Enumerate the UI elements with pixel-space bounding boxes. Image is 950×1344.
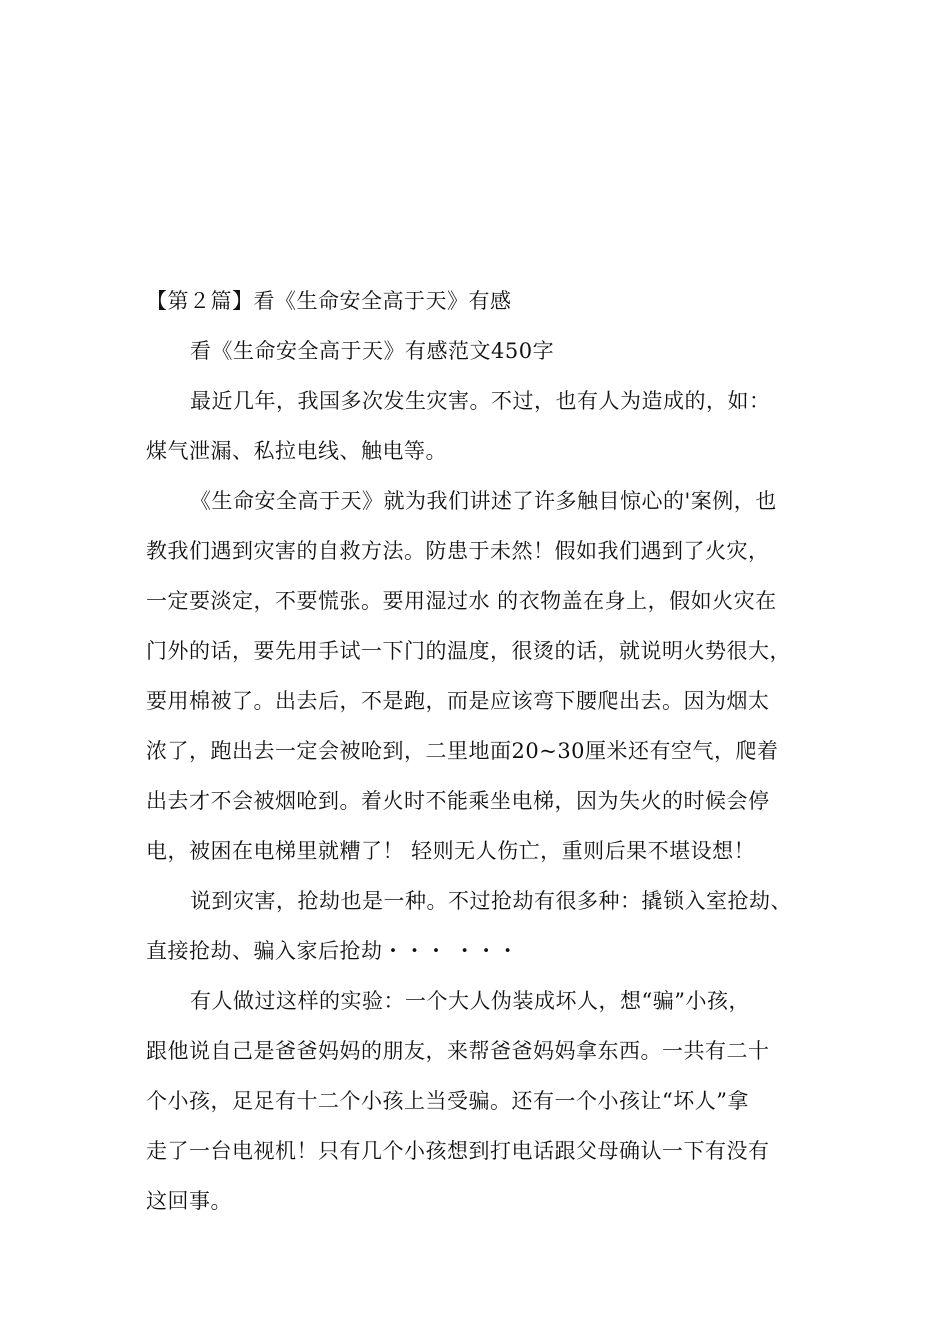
paragraph-line: 走了一台电视机！只有几个小孩想到打电话跟父母确认一下有没有	[146, 1139, 770, 1163]
paragraph-line: 最近几年，我国多次发生灾害。不过，也有人为造成的，如：	[190, 389, 771, 413]
paragraph-line: 电，被困在电梯里就糟了！ 轻则无人伤亡，重则后果不堪设想！	[146, 839, 756, 863]
paragraph-line: 一定要淡定，不要慌张。要用湿过水 的衣物盖在身上，假如火灾在	[146, 589, 777, 613]
paragraph-line: 有人做过这样的实验：一个大人伪装成坏人，想“骗”小孩，	[190, 989, 750, 1013]
paragraph-line: 说到灾害，抢劫也是一种。不过抢劫有很多种：撬锁入室抢劫、	[190, 889, 792, 913]
paragraph-line: 出去才不会被烟呛到。着火时不能乘坐电梯，因为失火的时候会停	[146, 789, 770, 813]
paragraph-line: 个小孩，足足有十二个小孩上当受骗。还有一个小孩让“坏人”拿	[146, 1089, 749, 1113]
paragraph-line: 直接抢劫、骗入家后抢劫・・・ ・・・	[146, 939, 519, 963]
paragraph-line: 煤气泄漏、私拉电线、触电等。	[146, 439, 447, 463]
paragraph-line: 教我们遇到灾害的自救方法。防患于未然！假如我们遇到了火灾，	[146, 539, 770, 563]
paragraph-line: 门外的话，要先用手试一下门的温度，很烫的话，就说明火势很大，	[146, 639, 791, 663]
paragraph-line: 这回事。	[146, 1189, 232, 1213]
document-heading: 【第２篇】看《生命安全高于天》有感	[146, 289, 512, 313]
paragraph-line: 《生命安全高于天》就为我们讲述了许多触目惊心的'案例，也	[190, 489, 777, 513]
paragraph-line: 跟他说自己是爸爸妈妈的朋友，来帮爸爸妈妈拿东西。一共有二十	[146, 1039, 770, 1063]
paragraph-line: 要用棉被了。出去后，不是跑，而是应该弯下腰爬出去。因为烟太	[146, 689, 770, 713]
paragraph-line: 浓了，跑出去一定会被呛到，二里地面20~30厘米还有空气，爬着	[146, 739, 779, 763]
document-subtitle: 看《生命安全高于天》有感范文450字	[190, 339, 555, 363]
